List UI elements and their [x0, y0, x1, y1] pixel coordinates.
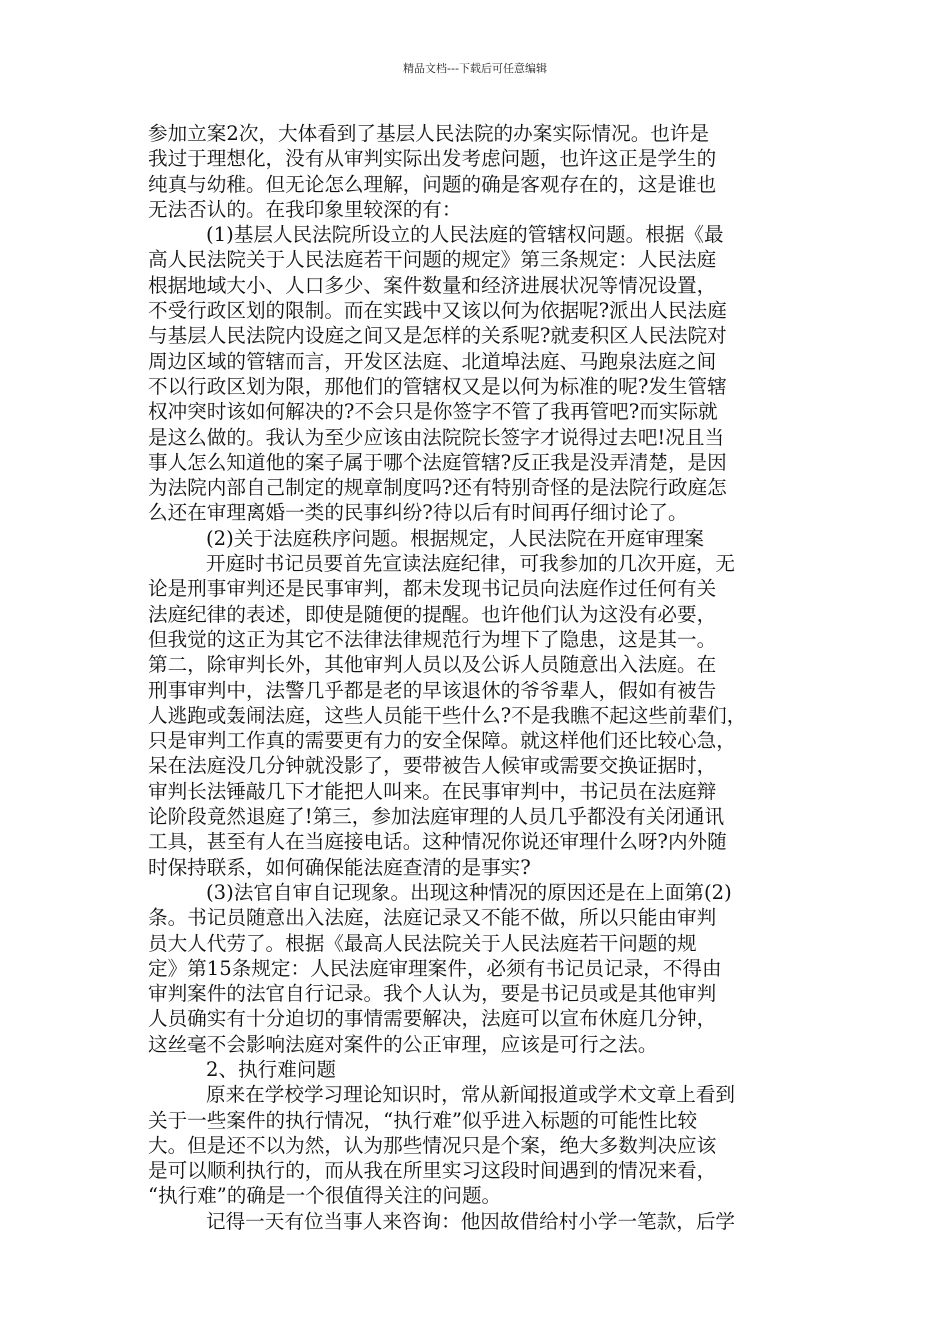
text-line: 不受行政区划的限制。而在实践中又该以何为依据呢?派出人民法庭	[148, 299, 727, 323]
text-line: 刑事审判中，法警几乎都是老的早该退休的爷爷辈人，假如有被告	[148, 678, 717, 702]
text-line: 论是刑事审判还是民事审判，都未发现书记员向法庭作过任何有关	[148, 577, 717, 601]
text-line: 开庭时书记员要首先宣读法庭纪律，可我参加的几次开庭，无	[206, 552, 736, 576]
text-line: 根据地域大小、人口多少、案件数量和经济进展状况等情况设置，	[148, 273, 717, 297]
text-line: 记得一天有位当事人来咨询：他因故借给村小学一笔款，后学	[206, 1209, 736, 1233]
text-line: (1)基层人民法院所设立的人民法庭的管辖权问题。根据《最	[206, 223, 724, 247]
text-line: 是可以顺利执行的，而从我在所里实习这段时间遇到的情况来看，	[148, 1159, 717, 1183]
text-line: 论阶段竟然退庭了!第三，参加法庭审理的人员几乎都没有关闭通讯	[148, 805, 725, 829]
text-line: 权冲突时该如何解决的?不会只是你签字不管了我再管吧?而实际就	[148, 400, 718, 424]
text-line: 事人怎么知道他的案子属于哪个法庭管辖?反正我是没弄清楚，是因	[148, 450, 727, 474]
text-line: 大。但是还不以为然，认为那些情况只是个案，绝大多数判决应该	[148, 1133, 717, 1157]
text-line: 呆在法庭没几分钟就没影了，要带被告人候审或需要交换证据时，	[148, 754, 717, 778]
page-header: 精品文档---下载后可任意编辑	[403, 62, 547, 75]
text-line: 但我觉的这正为其它不法律法律规范行为埋下了隐患，这是其一。	[148, 627, 717, 651]
text-line: 高人民法院关于人民法庭若干问题的规定》第三条规定：人民法庭	[148, 248, 717, 272]
text-line: 是这么做的。我认为至少应该由法院院长签字才说得过去吧!况且当	[148, 425, 725, 449]
text-line: 纯真与幼稚。但无论怎么理解，问题的确是客观存在的，这是谁也	[148, 172, 717, 196]
text-line: 这丝毫不会影响法庭对案件的公正审理，应该是可行之法。	[148, 1032, 658, 1056]
text-line: 只是审判工作真的需要更有力的安全保障。就这样他们还比较心急，	[148, 729, 736, 753]
text-line: 员大人代劳了。根据《最高人民法院关于人民法庭若干问题的规	[148, 931, 697, 955]
text-line: “执行难”的确是一个很值得关注的问题。	[148, 1184, 502, 1208]
text-line: 不以行政区划为限，那他们的管辖权又是以何为标准的呢?发生管辖	[148, 374, 727, 398]
text-line: 时保持联系，如何确保能法庭查清的是事实?	[148, 855, 531, 879]
text-line: (2)关于法庭秩序问题。根据规定，人民法院在开庭审理案	[206, 526, 705, 550]
text-line: (3)法官自审自记现象。出现这种情况的原因还是在上面第(2)	[206, 880, 732, 904]
text-line: 与基层人民法院内设庭之间又是怎样的关系呢?就麦积区人民法院对	[148, 324, 727, 348]
text-line: 条。书记员随意出入法庭，法庭记录又不能不做，所以只能由审判	[148, 906, 717, 930]
text-line: 周边区域的管辖而言，开发区法庭、北道埠法庭、马跑泉法庭之间	[148, 349, 717, 373]
text-line: 参加立案2次，大体看到了基层人民法院的办案实际情况。也许是	[148, 122, 710, 145]
text-line: 法庭纪律的表述，即使是随便的提醒。也许他们认为这没有必要，	[148, 602, 717, 626]
text-line: 审判案件的法官自行记录。我个人认为，要是书记员或是其他审判	[148, 982, 717, 1006]
text-line: 2、执行难问题	[206, 1057, 337, 1081]
text-line: 工具，甚至有人在当庭接电话。这种情况你说还审理什么呀?内外随	[148, 830, 727, 854]
text-line: 为法院内部自己制定的规章制度吗?还有特别奇怪的是法院行政庭怎	[148, 476, 727, 500]
text-line: 我过于理想化，没有从审判实际出发考虑问题，也许这正是学生的	[148, 147, 717, 171]
document-body	[148, 121, 813, 1234]
text-line: 人员确实有十分迫切的事情需要解决，法庭可以宣布休庭几分钟，	[148, 1007, 717, 1031]
text-line: 审判长法锤敲几下才能把人叫来。在民事审判中，书记员在法庭辩	[148, 779, 717, 803]
text-line: 无法否认的。在我印象里较深的有：	[148, 197, 462, 221]
text-line: 原来在学校学习理论知识时，常从新闻报道或学术文章上看到	[206, 1083, 736, 1107]
text-line: 定》第15条规定：人民法庭审理案件，必须有书记员记录，不得由	[148, 956, 722, 980]
text-line: 人逃跑或轰闹法庭，这些人员能干些什么?不是我瞧不起这些前辈们，	[148, 703, 747, 727]
text-line: 第二，除审判长外，其他审判人员以及公诉人员随意出入法庭。在	[148, 653, 717, 677]
text-line: 关于一些案件的执行情况，“执行难”似乎进入标题的可能性比较	[148, 1108, 698, 1132]
text-line: 么还在审理离婚一类的民事纠纷?待以后有时间再仔细讨论了。	[148, 501, 688, 525]
